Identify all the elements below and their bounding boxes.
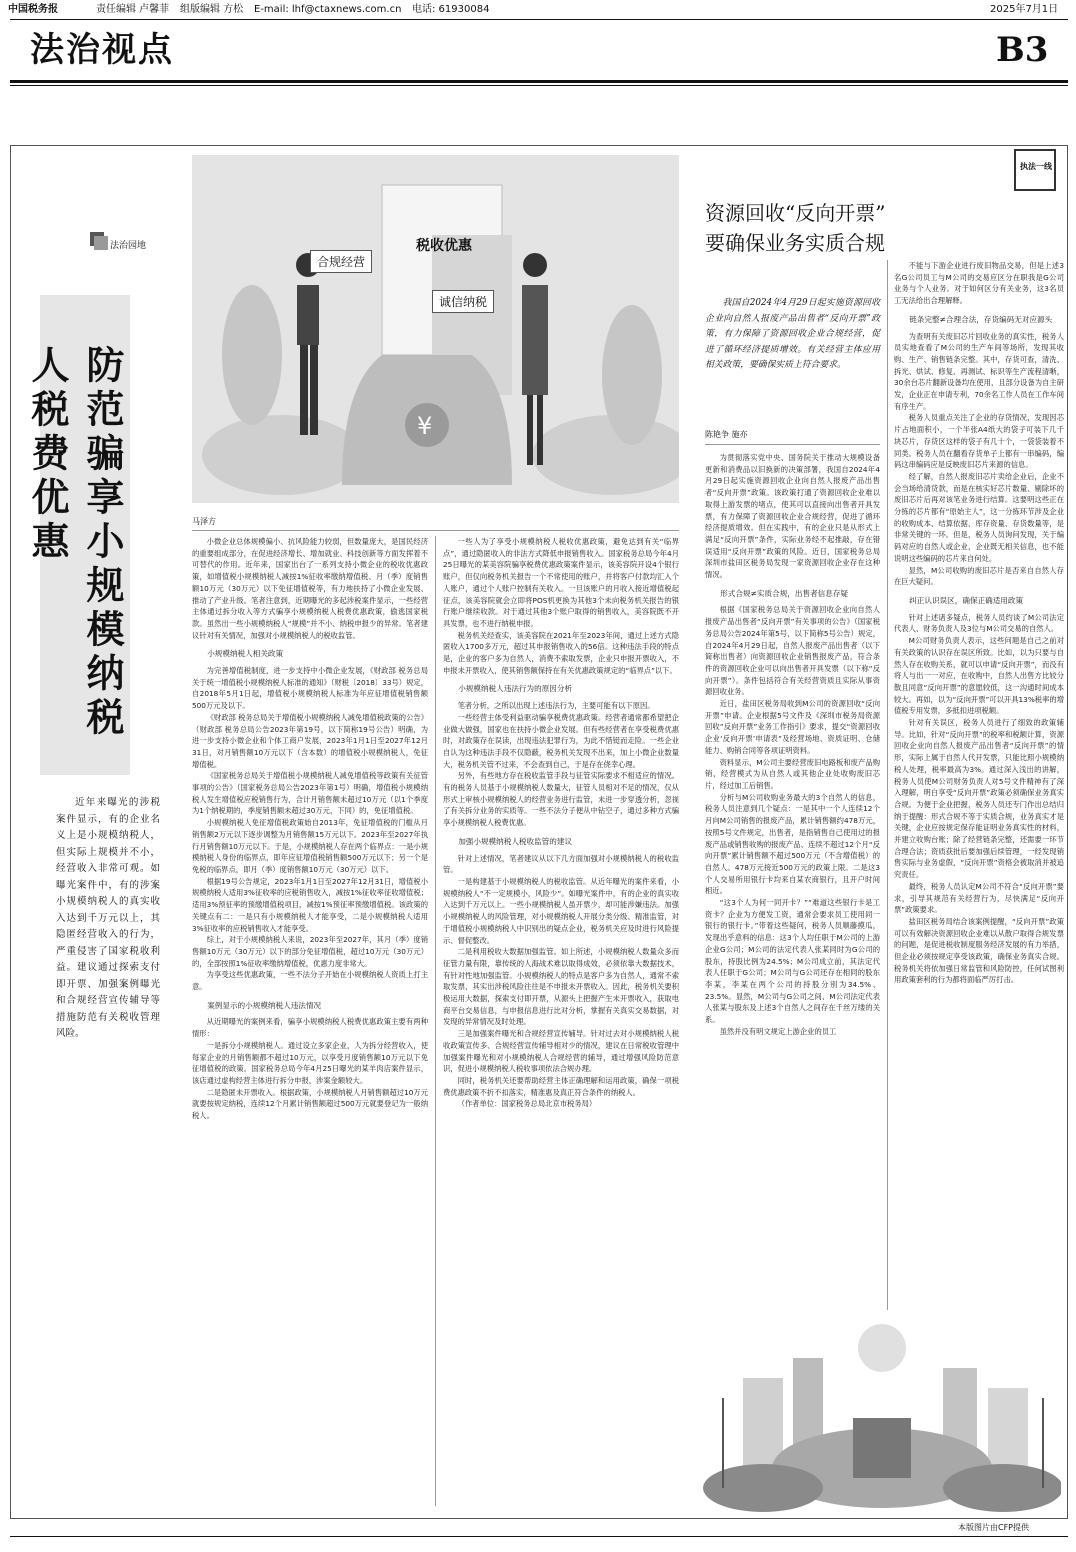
paragraph: 小规模纳税人免征增值税政策始自2013年，免征增值税的门槛从月销售额2万元以下逐步调整为月销售额15万元以下。2023年至2027年执行月销售额10万元以下。于是，小规模纳税人存在两个临界点：一是小规模纳税人身份的临界点，即年应征增值税销售额500万元以下；另一个是免税的临界点，即月（季）度销售额10万元（30万元）以下。 bbox=[192, 818, 428, 874]
article1-title: 防范骗享小规模纳税人税费优惠 bbox=[25, 345, 125, 741]
label-compliant-operation: 合规经营 bbox=[310, 250, 372, 273]
paragraph: 为完善增值税制度，进一步支持中小微企业发展，《财政部 税务总局关于统一增值税小规模纳税人标准的通知》（财税〔2018〕33号）规定，自2018年5月1日起，增值税小规模纳税人标准为年应征增值税销售额500万元及以下。 bbox=[192, 666, 428, 711]
footer-rule bbox=[10, 1536, 1068, 1537]
article1-column-2 bbox=[443, 536, 679, 1511]
paragraph: 分析与M公司收购业务最大的3个自然人的信息，税务人员注意到几个疑点：一是其中一个人连续12个月向M公司销售的报废产品，累计销售额约478万元，按照5号文件规定，出售者，是指销售自己使用过的报废产品或销售收购的报废产品、连续不超过12个月“反向开票”累计销售额不超过500万元（不含增值税）的自然人。478万元接近500万元的政策上限。二是这3个人交易所用银行卡均来自某农商银行，且开户时间相近。 bbox=[705, 792, 880, 896]
email: E-mail: lhf@ctaxnews.com.cn bbox=[254, 4, 402, 15]
enforcement-logo bbox=[1005, 140, 1065, 200]
paragraph: 《财政部 税务总局关于增值税小规模纳税人减免增值税政策的公告》（财政部 税务总局公告2023年第19号，以下简称19号公告）明确，为进一步支持小微企业和个体工商户发展，2023年1月1日至2027年12月31日，对月销售额10万元以下（含本数）的增值税小规模纳税人，免征增值税。 bbox=[192, 712, 428, 769]
byline-rule bbox=[192, 530, 679, 531]
section-title: 法治视点 bbox=[30, 30, 174, 70]
paragraph: 针对上述诸多疑点，税务人员约谈了M公司法定代表人、财务负责人及3位与M公司交易的自然人。 bbox=[894, 612, 1064, 634]
paragraph: 盐田区税务局结合该案例提醒，“反向开票”政策可以有效解决资源回收企业难以从散户取得合规发票的问题，是促进税收制度服务经济发展的有力举措，但企业必须按规定享受该政策，确保业务真实合规。税务机关将依加强日常监管和风险防控，任何试图利用政策套利的行为都将面临严厉打击。 bbox=[894, 916, 1064, 985]
article2-byline-rule bbox=[705, 444, 880, 445]
paragraph: 针对上述情况，笔者建议从以下几方面加强对小规模纳税人的税收监管。 bbox=[443, 853, 679, 875]
enforcement-logo-label: 执法一线 bbox=[1020, 162, 1052, 171]
masthead-rule bbox=[10, 19, 1068, 20]
header-rule-thin bbox=[10, 85, 1068, 86]
paragraph: 针对有关误区，税务人员进行了细致的政策辅导。比如，针对“反向开票”的税率和税额计算，资源回收企业向自然人报废产品出售者“反向开票”的情形，实际上属于自然人代开发票，只能比照小规模纳税人处理，税率最高为3%。通过深入浅出的讲解，税务人员使M公司财务负责人对5号文件精神有了深入理解，明白享受“反向开票”政策必须确保业务真实合规。为便于企业把握，税务人员还专门作出总结归纳于提醒：形式合规不等于实质合规，业务真实才是关键，企业应按规定保存能证明业务真实性的材料，并建立收购台账；除了经营链条完整，还需要一环节合理合法；资质获批后要加强后续管理，一经发现销售实际与业务虚假，“反向开票”资格会被取消并被追究责任。 bbox=[894, 718, 1064, 880]
subheading: 加强小规模纳税人税收监管的建议 bbox=[458, 836, 573, 846]
paragraph: 二是隐匿未开票收入。根据政策，小规模纳税人月销售额超过10万元就要按规定纳税，连续12个月累计销售额超过500万元就要登记为一般纳税人。 bbox=[192, 1087, 428, 1121]
paragraph: 为查明有关废旧芯片回收业务的真实性，税务人员实地查看了M公司的生产车间等场所，发现其收购、生产、销售链条完整。其中，存货可查，清洗、拆光、烘试、修复、再测试、标识等生产流程清晰，30余台芯片翻新设备均在使用，且部分设备为自主研发，企业正在申请专利，70余名工作人员在工作车间有序生产。 bbox=[894, 331, 1064, 411]
paragraph: 二是利用税收大数据加强监管。如上所述，小规模纳税人数量众多而征管力量有限，靠传统的人海战术难以取得成效，必须依靠大数据技术，有针对性地加强监管。小规模纳税人的特点是客户多为自然人，通常不索取发票，其实出涉税风险往往是不申报未开票收入。因此，税务机关要积极运用大数据，探索支付即开票，从源头上把握产生未开票收入，获取电商平台交易信息，与申报信息进行比对分析，掌握有关真实交易数据，对发现的异常情况及时处理。 bbox=[443, 947, 679, 1027]
article2-title-line2: 要确保业务实质合规 bbox=[705, 231, 885, 255]
article1-intro: 近年来曝光的涉税案件显示，有的企业名义上是小规模纳税人，但实际上规模并不小，经营收入非常可观。如曝光案件中，有的涉案小规模纳税人的真实收入达到千万元以上，其隐匿经营收入的行为，严重侵害了国家税收利益。建议通过探索支付即开票、加强案例曝光和合规经营宣传辅导等措施防范有关税收管理风险。 bbox=[56, 797, 160, 1039]
paragraph: “这3个人为何一同开卡？”“难道这些银行卡是工资卡？企业为方便发工资，通常会要求员工使用同一银行的银行卡。”带着这些疑问，税务人员顺藤摸瓜，发现出乎意料的信息：这3个人均任职于M公司的上游企业G公司；M公司的法定代表人张某同时为G公司的股东，持股比例为24.5%；M公司成立前，其法定代表人任职于G公司；M公司与G公司还存在相同的股东李某，李某在两个公司的持股分别为34.5%、23.5%。显然，M公司与G公司之间、M公司法定代表人张某与股东及上述3个自然人之间存在千丝万缕的关系。 bbox=[705, 898, 880, 1025]
paragraph: 根据19号公告规定，2023年1月1日至2027年12月31日，增值税小规模纳税人适用3%征收率的应税销售收入，减按1%征收率征收增值税；适用3%预征率的预缴增值税项目，减按1%预征率预缴增值税。该政策的关键点有二：一是只有小规模纳税人才能享受，二是小规模纳税人适用3%征收率的应税销售收入才能享受。 bbox=[192, 876, 428, 933]
label-honest-taxpaying: 诚信纳税 bbox=[432, 290, 494, 313]
article1-byline: 马泽方 bbox=[192, 517, 216, 526]
paragraph: 一些人为了享受小规模纳税人税收优惠政策，避免达到有关“临界点”，通过隐匿收入的非法方式降低申报销售收入。国家税务总局今年4月25日曝光的某美容院骗享税费优惠政策案件显示，该美容院开设4个银行账户，但仅向税务机关报告一个不常使用的账户，并将客户付款均汇入个人账户，通过个人账户控制有关收入。一旦该账户的月收入接近增值税起征点，该美容院就会立即将POS机更换为其他3个未向税务机关报告的银行账户继续收款。对于通过其他3个账户取得的销售收入，美容院既不开具发票，也不进行纳税申报。 bbox=[443, 537, 679, 628]
paragraph: 最终，税务人员认定M公司不符合“反向开票”要求，引导其规范有关经营行为，尽快满足“反向开票”政策要求。 bbox=[894, 881, 1064, 915]
paper-name: 中国税务报 bbox=[8, 4, 58, 15]
header-rule-thick bbox=[10, 80, 1068, 83]
article2-column-1 bbox=[705, 452, 880, 1310]
label-tax-preference: 税收优惠 bbox=[416, 238, 472, 254]
paragraph: 小微企业总体规模偏小、抗风险能力较弱，但数量庞大，是国民经济的重要组成部分，在促进经济增长、增加就业、科技创新等方面发挥着不可替代的作用。近年来，国家出台了一系列支持小微企业的税收优惠政策，如增值税小规模纳税人减按1%征收率缴纳增值税、月（季）度销售额10万元（30万元）以下免征增值税等，有力地扶持了小微企业发展、推动了产业升级。笔者注意到，近期曝光的多起涉税案件显示，一些经营主体通过拆分收入等方式骗享小规模纳税人税费优惠政策，偷逃国家税款。虽然出一些小规模纳税人“规模”并不小、纳税申报少的异常。笔者建议针对有关情况，加强对小规模纳税人的税收监管。 bbox=[192, 537, 428, 640]
paragraph: 近日，盐田区税务局收到M公司的资源回收“反向开票”申请。企业根据5号文件及《深圳市税务局资源回收“反向开票”业务工作指引》要求，提交“资源回收企业‘反向开票’申请表”及经营场地、资质证明、仓储能力、购销合同等各项证明资料。 bbox=[705, 699, 880, 755]
article1-title-box bbox=[25, 295, 130, 775]
subheading: 形式合规≠实质合规，出售者信息存疑 bbox=[720, 588, 849, 598]
subheading: 链条完整≠合理合法，存货编码无对应源头 bbox=[909, 314, 1053, 324]
paragraph: 笔者分析，之所以出现上述违法行为，主要可能有以下原因。 bbox=[457, 701, 655, 711]
paragraph: 《国家税务总局关于增值税小规模纳税人减免增值税等政策有关征管事项的公告》（国家税务总局公告2023年第1号）明确，增值税小规模纳税人发生增值税应税销售行为，合计月销售额未超过10万元（以1个季度为1个纳税期的，季度销售额未超过30万元，下同）的，免征增值税。 bbox=[192, 771, 428, 816]
paragraph: M公司财务负责人表示，这些问题是自己之前对有关政策的认识存在误区所致。比如，以为只要与自然人存在收购关系，就可以申请“反向开票”，而没有将人与出一一对应，在收购中，自然人出售方比较分散且同意“反向开票”的意愿较低，这一沟通时间成本较大。再如，以为“反向开票”可以开具13%税率的增值税专用发票，多抵扣进项税额。 bbox=[894, 636, 1064, 716]
svg-text:¥: ¥ bbox=[417, 412, 433, 440]
article2-title bbox=[705, 198, 885, 258]
paragraph: 税务人员重点关注了企业的存货情况，发现因芯片占地面积小，一个半张A4纸大的袋子可装下几千块芯片，存货区这样的袋子有几十个，一袋袋装着不同类。税务人员在翻看存货单子上都有一串编码，编码这串编码应是反映废旧芯片来源的信息。 bbox=[894, 413, 1064, 470]
paragraph: 三是加强案件曝光和合规经营宣传辅导。针对过去对小规模纳税人税收政策宣传多、合规经营宣传辅导相对少的情况，建议在日常税收管理中加强案件曝光和对小规模纳税人合规经营的辅导，通过增强风险防范意识，促进小规模纳税人税收事项依法合规办理。 bbox=[443, 1029, 679, 1074]
paragraph: 另外，有些地方存在税收监管手段与征管实际要求不相适应的情况。有的税务人员基于小规模纳税人数量大，征管人员相对不足的情况，仅从形式上审核小规模纳税人的经营业务进行监管，未进一步穿透分析，忽视了有关拆分业务的实质等。一些不法分子便从中钻空子，通过多种方式骗享小规模纳税人税费优惠。 bbox=[443, 771, 679, 828]
paragraph: 从近期曝光的案例来看，骗享小规模纳税人税费优惠政策主要有两种情形： bbox=[192, 1017, 428, 1039]
paragraph: 综上，对于小规模纳税人来说，2023年至2027年，其月（季）度销售额10万元（30万元）以下的部分免征增值税，超过10万元（30万元）的，全部按照1%征收率缴纳增值税，优惠力度非常大。 bbox=[192, 935, 428, 968]
column-divider-2 bbox=[887, 260, 888, 1310]
page-number: B3 bbox=[996, 30, 1049, 70]
paragraph: 显然，M公司收购的废旧芯片是否来自自然人存在巨大疑问。 bbox=[894, 565, 1064, 587]
column-divider bbox=[435, 536, 436, 1506]
tax-illustration bbox=[192, 155, 679, 503]
paragraph: 经了解，自然人报废旧芯片卖给企业后，企业不会当场给清货款，而是在核实好芯片数量、剔除坏的废旧芯片后再对该笔业务进行结算。这要明这些正在分拣的芯片都有“原始主人”，这一分拣环节涉及企业的收购成本、结算依据、库存资量、存货数量等，是非常关键的一环。但是，税务人员询问发现，关于编码对应的自然人或企业，企业既无相关信息，也不能说明这些编码的芯片来自何处。 bbox=[894, 471, 1064, 563]
subheading: 小规模纳税人违法行为的原因分析 bbox=[458, 684, 573, 694]
column-logo-label: 法治园地 bbox=[110, 241, 147, 251]
paragraph: 同时，税务机关还要帮助经营主体正确理解和运用政策，确保一项税费优惠政策不折不扣落实，精准惠及真正符合条件的纳税人。 bbox=[443, 1075, 679, 1097]
article1-column-1 bbox=[192, 536, 428, 1511]
paragraph: 不能与下游企业进行废旧物品交易，但是上述3名G公司员工与M公司的交易应区分在职我是G公司业务与个人业务。对于如何区分有关业务，这3名员工无法给出合理解释。 bbox=[894, 261, 1064, 306]
article2-byline: 陈艳争 施亦 bbox=[705, 430, 748, 439]
paragraph: （作者单位：国家税务总局北京市税务局） bbox=[457, 1099, 597, 1109]
layout-credit: 组版编辑 方松 bbox=[180, 4, 244, 15]
paragraph: 一是拆分小规模纳税人。通过设立多家企业，人为拆分经营收入，使每家企业的月销售额都不超过10万元，以享受月度销售额10万元以下免征增值税的政策。国家税务总局今年4月25日曝光的某羊肉店案件显示，该店通过虚构经营主体进行拆分申报，涉案金额较大。 bbox=[192, 1040, 428, 1085]
paragraph: 虽然并没有明文规定上游企业的员工 bbox=[719, 1026, 837, 1036]
paragraph: 为贯彻落实党中央、国务院关于推动大规模设备更新和消费品以旧换新的决策部署，我国自2024年4月29日起实施资源回收企业向自然人报废产品出售者“反向开票”政策。该政策打通了资源回收企业难以取得上游发票的堵点，使其可以直接向出售者开具发票，有力保障了资源回收企业合规经营，促进了循环经济提质增效。但在实践中，有的企业只是从形式上满足“反向开票”条件，实际业务经不起推敲，存在错误适用“反向开票”政策的风险。近日，国家税务总局深圳市盐田区税务局发现一家资源回收企业存在这种情况。 bbox=[705, 453, 880, 580]
paragraph: 一些经营主体受利益驱动骗享税费优惠政策。经营者通常都希望把企业做大做强，国家也在扶持小微企业发展。但有些经营者在享受税费优惠时，对政策存在误读，出现违法犯罪行为，为此不惜铤而走险。一些企业自认为这种违法手段不仅隐蔽，税务机关发现不出来，加上小微企业数量大，税务机关管不过来，不会查到自己，于是存在侥幸心理。 bbox=[443, 712, 679, 769]
column-logo bbox=[90, 232, 150, 254]
subheading: 小规模纳税人相关政策 bbox=[207, 649, 284, 659]
paragraph: 为享受这些优惠政策，一些不法分子开始在小规模纳税人资质上打主意。 bbox=[192, 970, 428, 992]
subheading: 纠正认识误区，确保正确适用政策 bbox=[909, 595, 1024, 605]
masthead bbox=[0, 0, 1076, 20]
issue-date: 2025年7月1日 bbox=[990, 4, 1059, 15]
paragraph: 税务机关经查实，该美容院在2021年至2023年间，通过上述方式隐匿收入1700多万元，超过其申报销售收入的56倍。这种违法手段的特点是，企业的客户多为自然人，消费不索取发票，企业只申报开票收入，不申报未开票收入，使其销售额保持在有关优惠政策规定的“临界点”以下。 bbox=[443, 630, 679, 675]
article2-lead: 我国自2024年4月29日起实施资源回收企业向自然人报废产品出售者“反向开票”政策，有力保障了资源回收企业合规经营，促进了循环经济提质增效。有关经营主体应用相关政策，要确保实质上符合要求。 bbox=[705, 298, 880, 371]
paragraph: 资料显示，M公司主要经营废旧电路板和废产品购销，经营模式为从自然人或其他企业处收购废旧芯片，经过加工后销售。 bbox=[705, 757, 880, 790]
recycling-illustration bbox=[703, 1318, 1061, 1513]
subheading: 案例显示的小规模纳税人违法情况 bbox=[207, 1000, 322, 1010]
photo-credit: 本版图片由CFP提供 bbox=[958, 1523, 1030, 1532]
article2-title-line1: 资源回收“反向开票” bbox=[705, 201, 886, 225]
phone: 电话: 61930084 bbox=[412, 4, 490, 15]
green-city-icon bbox=[703, 1318, 1061, 1513]
editor-credit: 责任编辑 卢馨菲 bbox=[96, 4, 170, 15]
tax-scene-icon bbox=[192, 155, 679, 503]
article2-column-2 bbox=[894, 260, 1064, 1310]
paragraph: 根据《国家税务总局关于资源回收企业向自然人报废产品出售者“反向开票”有关事项的公告》（国家税务总局公告2024年第5号，以下简称5号公告）规定，自2024年4月29日起，自然人报废产品出售者（以下简称出售者）向资源回收企业销售报废产品，符合条件的资源回收企业可以向出售者开具发票（以下称“反向开票”）。条件包括符合有关经营资质且实际从事资源回收业务。 bbox=[705, 605, 880, 697]
paragraph: 一是构建基于小规模纳税人的税收监管。从近年曝光的案件来看，小规模纳税人“不一定规模小，风险少”。如曝光案件中，有的企业的真实收入达到千万元以上。一些小规模纳税人虽开票少，却可能涉嫌违法。加强小规模纳税人的风险管理，对小规模纳税人开展分类分级、精准监管，对于增值税小规模纳税人中识别出的疑点企业，税务机关应及时进行风险提示、督促整改。 bbox=[443, 876, 679, 945]
